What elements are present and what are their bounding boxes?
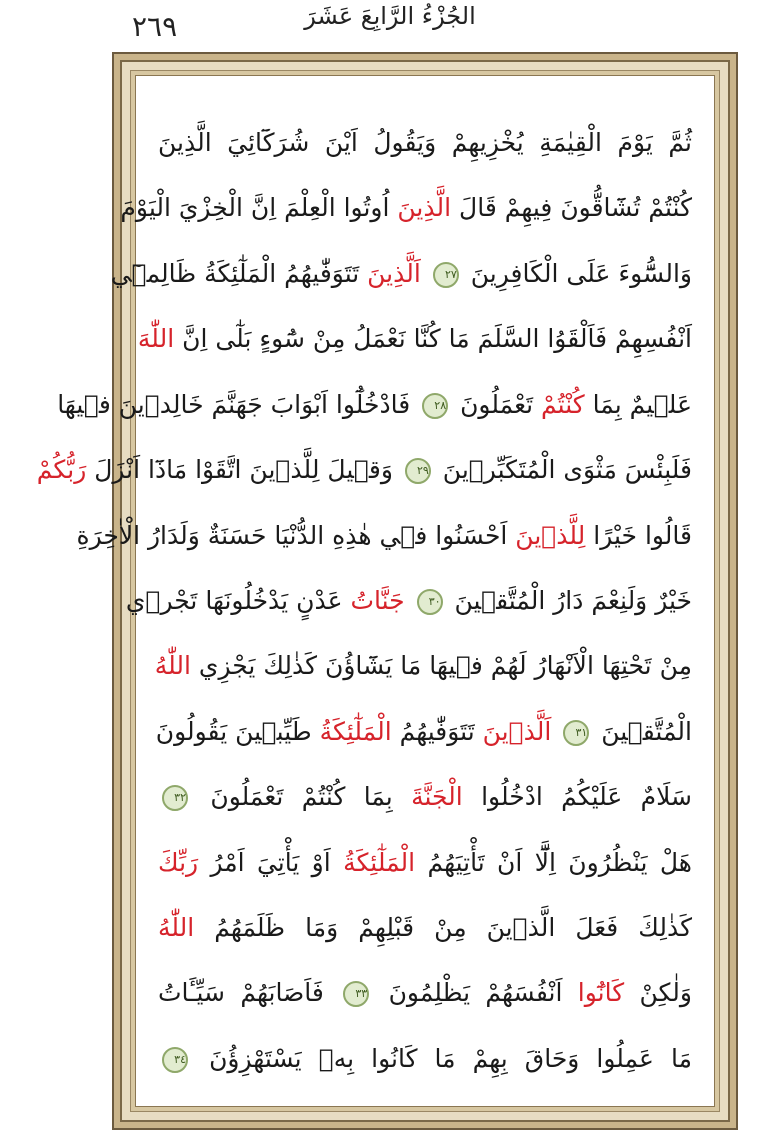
text-line-11 (158, 770, 692, 824)
verse-text: عَلٖيمٌ بِمَا (584, 389, 692, 419)
quran-text-area (36, 75, 715, 1107)
verse-text: هَلْ يَنْظُرُونَ اِلَّٓا اَنْ تَأْتِيَهُمُ (415, 847, 692, 877)
text-line-10 (155, 705, 692, 759)
ayah-number-marker: ٢٩ (405, 458, 431, 484)
verse-text: تَتَوَفّٰيهُمُ (391, 716, 483, 746)
verse-text: خَيْرٌ وَلَنِعْمَ دَارُ الْمُتَّقٖينَ (446, 585, 692, 615)
verse-text: اَحْسَنُوا فٖي هٰذِهِ الدُّنْيَا حَسَنَةٌ وَلَدَارُ الْاٰخِرَةِ (76, 520, 516, 550)
highlighted-word: كُنْتُمْ (541, 389, 585, 419)
text-line-2 (120, 181, 692, 235)
highlighted-word: اَلَّذٖينَ (482, 716, 552, 746)
juz-title: الجُزْءُ الرَّابِعَ عَشَرَ (304, 2, 476, 30)
ayah-number-marker: ٣٠ (417, 589, 443, 615)
verse-text: قَالُوا خَيْرًا (585, 520, 692, 550)
verse-text: تَعْمَلُونَ (452, 389, 542, 419)
text-line-14 (158, 966, 692, 1020)
highlighted-word: جَنَّاتُ (350, 585, 405, 615)
verse-text: وَلٰكِنْ (624, 978, 692, 1008)
ayah-number-marker: ٣٢ (162, 785, 188, 811)
verse-text: اَوْ يَأْتِيَ اَمْرُ (198, 847, 344, 877)
verse-text: كَذٰلِكَ فَعَلَ الَّذٖينَ مِنْ قَبْلِهِمْ وَمَا ظَلَمَهُمُ (194, 913, 692, 943)
text-line-13 (158, 901, 692, 955)
text-line-3 (110, 247, 692, 301)
verse-text: ثُمَّ يَوْمَ الْقِيٰمَةِ يُخْزِيهِمْ وَيَقُولُ اَيْنَ شُرَكَٓائِيَ الَّذِينَ (158, 128, 692, 157)
page-header (0, 0, 760, 52)
verse-text: عَدْنٍ يَدْخُلُونَهَا تَجْرٖي (125, 585, 351, 615)
text-line-15 (158, 1032, 692, 1086)
verse-text: سَلَامٌ عَلَيْكُمُ ادْخُلُوا (462, 782, 692, 812)
highlighted-word: الْمَلٰٓئِكَةُ (343, 847, 416, 877)
verse-text: فَادْخُلُٓوا اَبْوَابَ جَهَنَّمَ خَالِدٖينَ فٖيهَا (57, 389, 419, 419)
text-line-5 (57, 378, 692, 432)
verse-text: فَاَصَابَهُمْ سَيِّـَٔاتُ (158, 978, 340, 1008)
highlighted-word: الْمَلٰٓئِكَةُ (319, 716, 392, 746)
verse-text: بِمَا كُنْتُمْ تَعْمَلُونَ (192, 782, 412, 812)
page-number: ٢٦٩ (132, 10, 178, 43)
text-line-1 (158, 116, 692, 170)
verse-text: طَيِّبٖينَ يَقُولُونَ (155, 716, 320, 746)
verse-text: كُنْتُمْ تُشَٓاقُّونَ فِيهِمْ قَالَ (451, 193, 692, 223)
highlighted-word: الْجَنَّةَ (411, 782, 463, 812)
verse-text: اَنْفُسِهِمْ فَاَلْقَوُا السَّلَمَ مَا كُنَّا نَعْمَلُ مِنْ سُٓوءٍ بَلٰٓى اِنَّ (174, 324, 692, 354)
highlighted-word: اللّٰهُ (158, 913, 195, 943)
highlighted-word: اللّٰهُ (154, 651, 191, 681)
text-line-9 (154, 639, 692, 693)
verse-text (405, 586, 413, 615)
highlighted-word: كَانُٓوا (577, 978, 625, 1008)
highlighted-word: رَبِّكَ (158, 847, 199, 877)
text-line-8 (125, 574, 692, 628)
highlighted-word: رَبُّكُمْ (36, 455, 87, 485)
ayah-number-marker: ٣١ (563, 720, 589, 746)
ayah-number-marker: ٢٧ (433, 262, 459, 288)
verse-text: وَالسُّٓوءَ عَلَى الْكَافِرِينَ (462, 258, 692, 288)
ornamental-frame (36, 52, 738, 1130)
verse-text: تَتَوَفّٰيهُمُ الْمَلٰٓئِكَةُ ظَالِمٖٓي (110, 258, 368, 288)
verse-text: الْمُتَّقٖينَ (593, 716, 692, 746)
ayah-number-marker: ٣٣ (343, 981, 369, 1007)
text-line-6 (36, 443, 692, 497)
text-line-12 (158, 836, 692, 890)
verse-text: مِنْ تَحْتِهَا الْاَنْهَارُ لَهُمْ فٖيهَا مَا يَشَٓاؤُنَ كَذٰلِكَ يَجْزِي (190, 651, 692, 681)
verse-text: مَا عَمِلُوا وَحَاقَ بِهِمْ مَا كَانُوا بِهٖ يَسْتَهْزِؤُنَ (192, 1043, 692, 1073)
text-line-4 (137, 312, 692, 366)
frame-border-middle (36, 60, 730, 1122)
verse-text: فَلَبِئْسَ مَثْوَى الْمُتَكَبِّرٖينَ (434, 455, 692, 485)
verse-text: وَقٖيلَ لِلَّذٖينَ اتَّقَوْا مَاذَٓا اَنْزَلَ (86, 455, 401, 485)
frame-border-inner (36, 70, 720, 1112)
highlighted-word: اَلَّذِينَ (367, 258, 421, 288)
highlighted-word: اللّٰهَ (137, 324, 175, 354)
verse-text (421, 259, 429, 288)
verse-text (551, 717, 559, 746)
verse-text: اَنْفُسَهُمْ يَظْلِمُونَ (373, 978, 578, 1008)
text-line-7 (76, 509, 692, 563)
highlighted-word: الَّذِينَ (397, 193, 452, 223)
ayah-number-marker: ٣٤ (162, 1047, 188, 1073)
highlighted-word: لِلَّذٖينَ (515, 520, 586, 550)
verse-text: اُوتُوا الْعِلْمَ اِنَّ الْخِزْيَ الْيَوْمَ (120, 193, 398, 223)
ayah-number-marker: ٢٨ (422, 393, 448, 419)
